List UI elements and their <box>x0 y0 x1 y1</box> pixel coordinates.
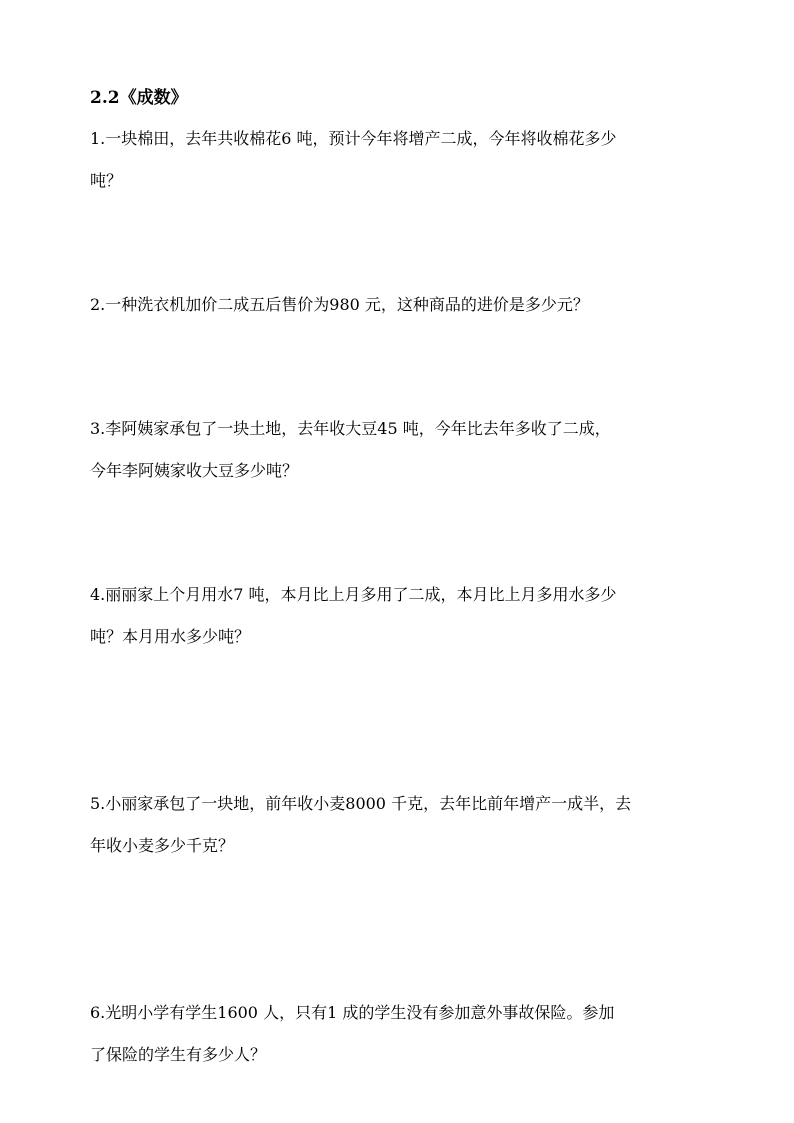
question-3 <box>90 408 710 492</box>
question-4 <box>90 574 710 658</box>
question-3-line-1: 3.李阿姨家承包了一块土地，去年收大豆45 吨，今年比去年多收了二成， <box>90 419 611 438</box>
question-6-line-1: 6.光明小学有学生1600 人，只有1 成的学生没有参加意外事故保险。参加 <box>90 1003 615 1022</box>
question-5-line-1: 5.小丽家承包了一块地，前年收小麦8000 千克，去年比前年增产一成半，去 <box>90 794 632 813</box>
question-5-line-2: 年收小麦多少千克？ <box>90 836 235 855</box>
question-4-line-2: 吨？本月用水多少吨？ <box>90 627 251 646</box>
question-6-line-2: 了保险的学生有多少人？ <box>90 1045 267 1064</box>
question-2-line-1: 2.一种洗衣机加价二成五后售价为980 元，这种商品的进价是多少元？ <box>90 295 589 314</box>
question-3-line-2: 今年李阿姨家收大豆多少吨？ <box>90 461 299 480</box>
question-1-line-1: 1.一块棉田，去年共收棉花6 吨，预计今年将增产二成，今年将收棉花多少 <box>90 129 617 148</box>
worksheet-title: 2.2《成数》 <box>90 88 188 108</box>
question-1-line-2: 吨？ <box>90 171 123 190</box>
question-4-line-1: 4.丽丽家上个月用水7 吨，本月比上月多用了二成，本月比上月多用水多少 <box>90 585 617 604</box>
question-6 <box>90 992 710 1076</box>
question-5 <box>90 783 710 867</box>
question-2 <box>90 284 710 326</box>
question-1 <box>90 118 710 202</box>
